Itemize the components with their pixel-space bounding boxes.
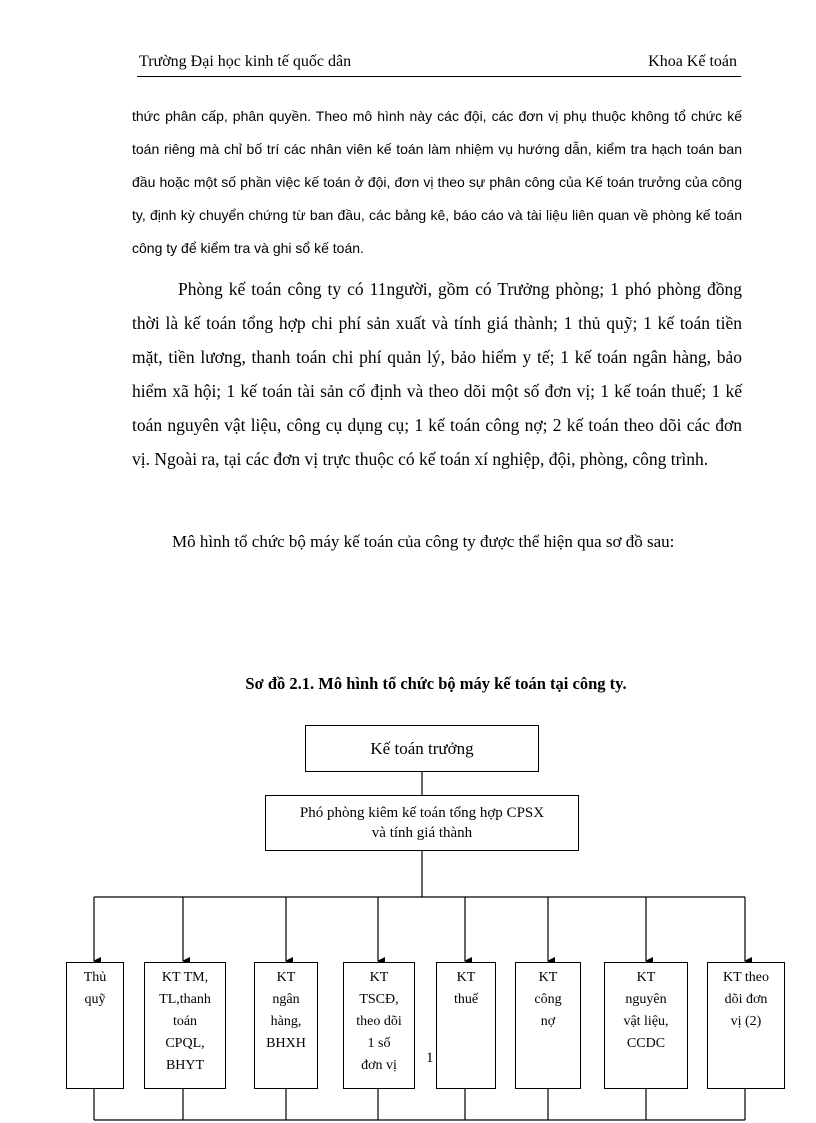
page-number: 1 xyxy=(426,1050,434,1066)
unit-7-line-4: CCDC xyxy=(626,1036,666,1051)
paragraph-1: thức phân cấp, phân quyền. Theo mô hình này các đội, các đơn vị phụ thuộc không tổ chức kế toán riêng mà chỉ bố trí các nhân viên kế toán làm nhiệm vụ hướng dẫn, kiểm tra hạch toán ban đầu hoặc một số phần việc kế toán ở đội, đơn vị theo sự phân công của Kế toán trưởng của công ty, định kỳ chuyển chứng từ ban đầu, các bảng kê, báo cáo và tài liệu liên quan về phòng kế toán công ty để kiểm tra và ghi sổ kế toán. xyxy=(132,108,742,256)
unit-7-line-3: vật liệu, xyxy=(623,1014,669,1029)
unit-box-materials xyxy=(604,962,688,1089)
unit-7-line-2: nguyên xyxy=(625,992,667,1007)
header-school: Trường Đại học kinh tế quốc dân xyxy=(139,53,352,70)
unit-5-line-1: KT xyxy=(456,970,476,985)
unit-box-cashier xyxy=(66,962,124,1089)
unit-8-line-3: vị (2) xyxy=(730,1014,762,1029)
unit-box-unit-tracking xyxy=(707,962,785,1089)
unit-4-line-1: KT xyxy=(369,970,389,985)
paragraph-2: Phòng kế toán công ty có 11người, gồm có Trưởng phòng; 1 phó phòng đồng thời là kế toán tổng hợp chi phí sản xuất và tính giá thành; 1 thủ quỹ; 1 kế toán tiền mặt, tiền lương, thanh toán chi phí quản lý, bảo hiểm y tế; 1 kế toán ngân hàng, bảo hiểm xã hội; 1 kế toán tài sản cố định và theo dõi một số đơn vị; 1 kế toán thuế; 1 kế toán nguyên vật liệu, công cụ dụng cụ; 1 kế toán công nợ; 2 kế toán theo dõi các đơn vị. Ngoài ra, tại các đơn vị trực thuộc có kế toán xí nghiệp, đội, phòng, công trình. xyxy=(132,279,742,469)
unit-4-line-2: TSCĐ, xyxy=(359,992,399,1007)
unit-4-line-5: đơn vị xyxy=(361,1058,397,1073)
unit-box-tax xyxy=(436,962,496,1089)
paragraph-3: Mô hình tổ chức bộ máy kế toán của công ty được thể hiện qua sơ đồ sau: xyxy=(172,532,675,551)
unit-box-debt xyxy=(515,962,581,1089)
unit-4-line-4: 1 số xyxy=(367,1036,391,1051)
unit-7-line-1: KT xyxy=(636,970,656,985)
unit-1-line-2: quỹ xyxy=(84,992,106,1007)
unit-box-fixed-assets xyxy=(343,962,415,1089)
unit-2-line-3: toán xyxy=(172,1014,198,1029)
unit-2-line-2: TL,thanh xyxy=(159,992,211,1007)
unit-2-line-4: CPQL, xyxy=(165,1036,205,1051)
unit-box-cash-salary xyxy=(144,962,226,1089)
diagram-title: Sơ đồ 2.1. Mô hình tổ chức bộ máy kế toán tại công ty. xyxy=(245,674,627,693)
deputy-head-line-1: Phó phòng kiêm kế toán tổng hợp CPSX xyxy=(299,805,545,821)
unit-6-line-1: KT xyxy=(538,970,558,985)
unit-2-line-1: KT TM, xyxy=(161,970,209,985)
unit-3-line-3: hàng, xyxy=(270,1014,302,1029)
unit-2-line-5: BHYT xyxy=(165,1058,205,1073)
unit-3-line-4: BHXH xyxy=(266,1036,306,1051)
unit-6-line-2: công xyxy=(534,992,562,1007)
unit-box-bank xyxy=(254,962,318,1089)
unit-8-line-1: KT theo xyxy=(722,970,769,985)
unit-5-line-2: thuế xyxy=(453,992,479,1007)
deputy-head-line-2: và tính giá thành xyxy=(371,825,473,841)
unit-8-line-2: dõi đơn xyxy=(724,992,768,1007)
unit-1-line-1: Thủ xyxy=(83,970,107,985)
unit-6-line-3: nợ xyxy=(540,1014,556,1029)
chief-accountant-box: Kế toán trưởng xyxy=(305,725,539,772)
unit-4-line-3: theo dõi xyxy=(356,1014,402,1029)
header-faculty: Khoa Kế toán xyxy=(648,53,737,70)
unit-3-line-2: ngân xyxy=(272,992,300,1007)
deputy-head-box xyxy=(265,795,579,851)
unit-3-line-1: KT xyxy=(276,970,296,985)
